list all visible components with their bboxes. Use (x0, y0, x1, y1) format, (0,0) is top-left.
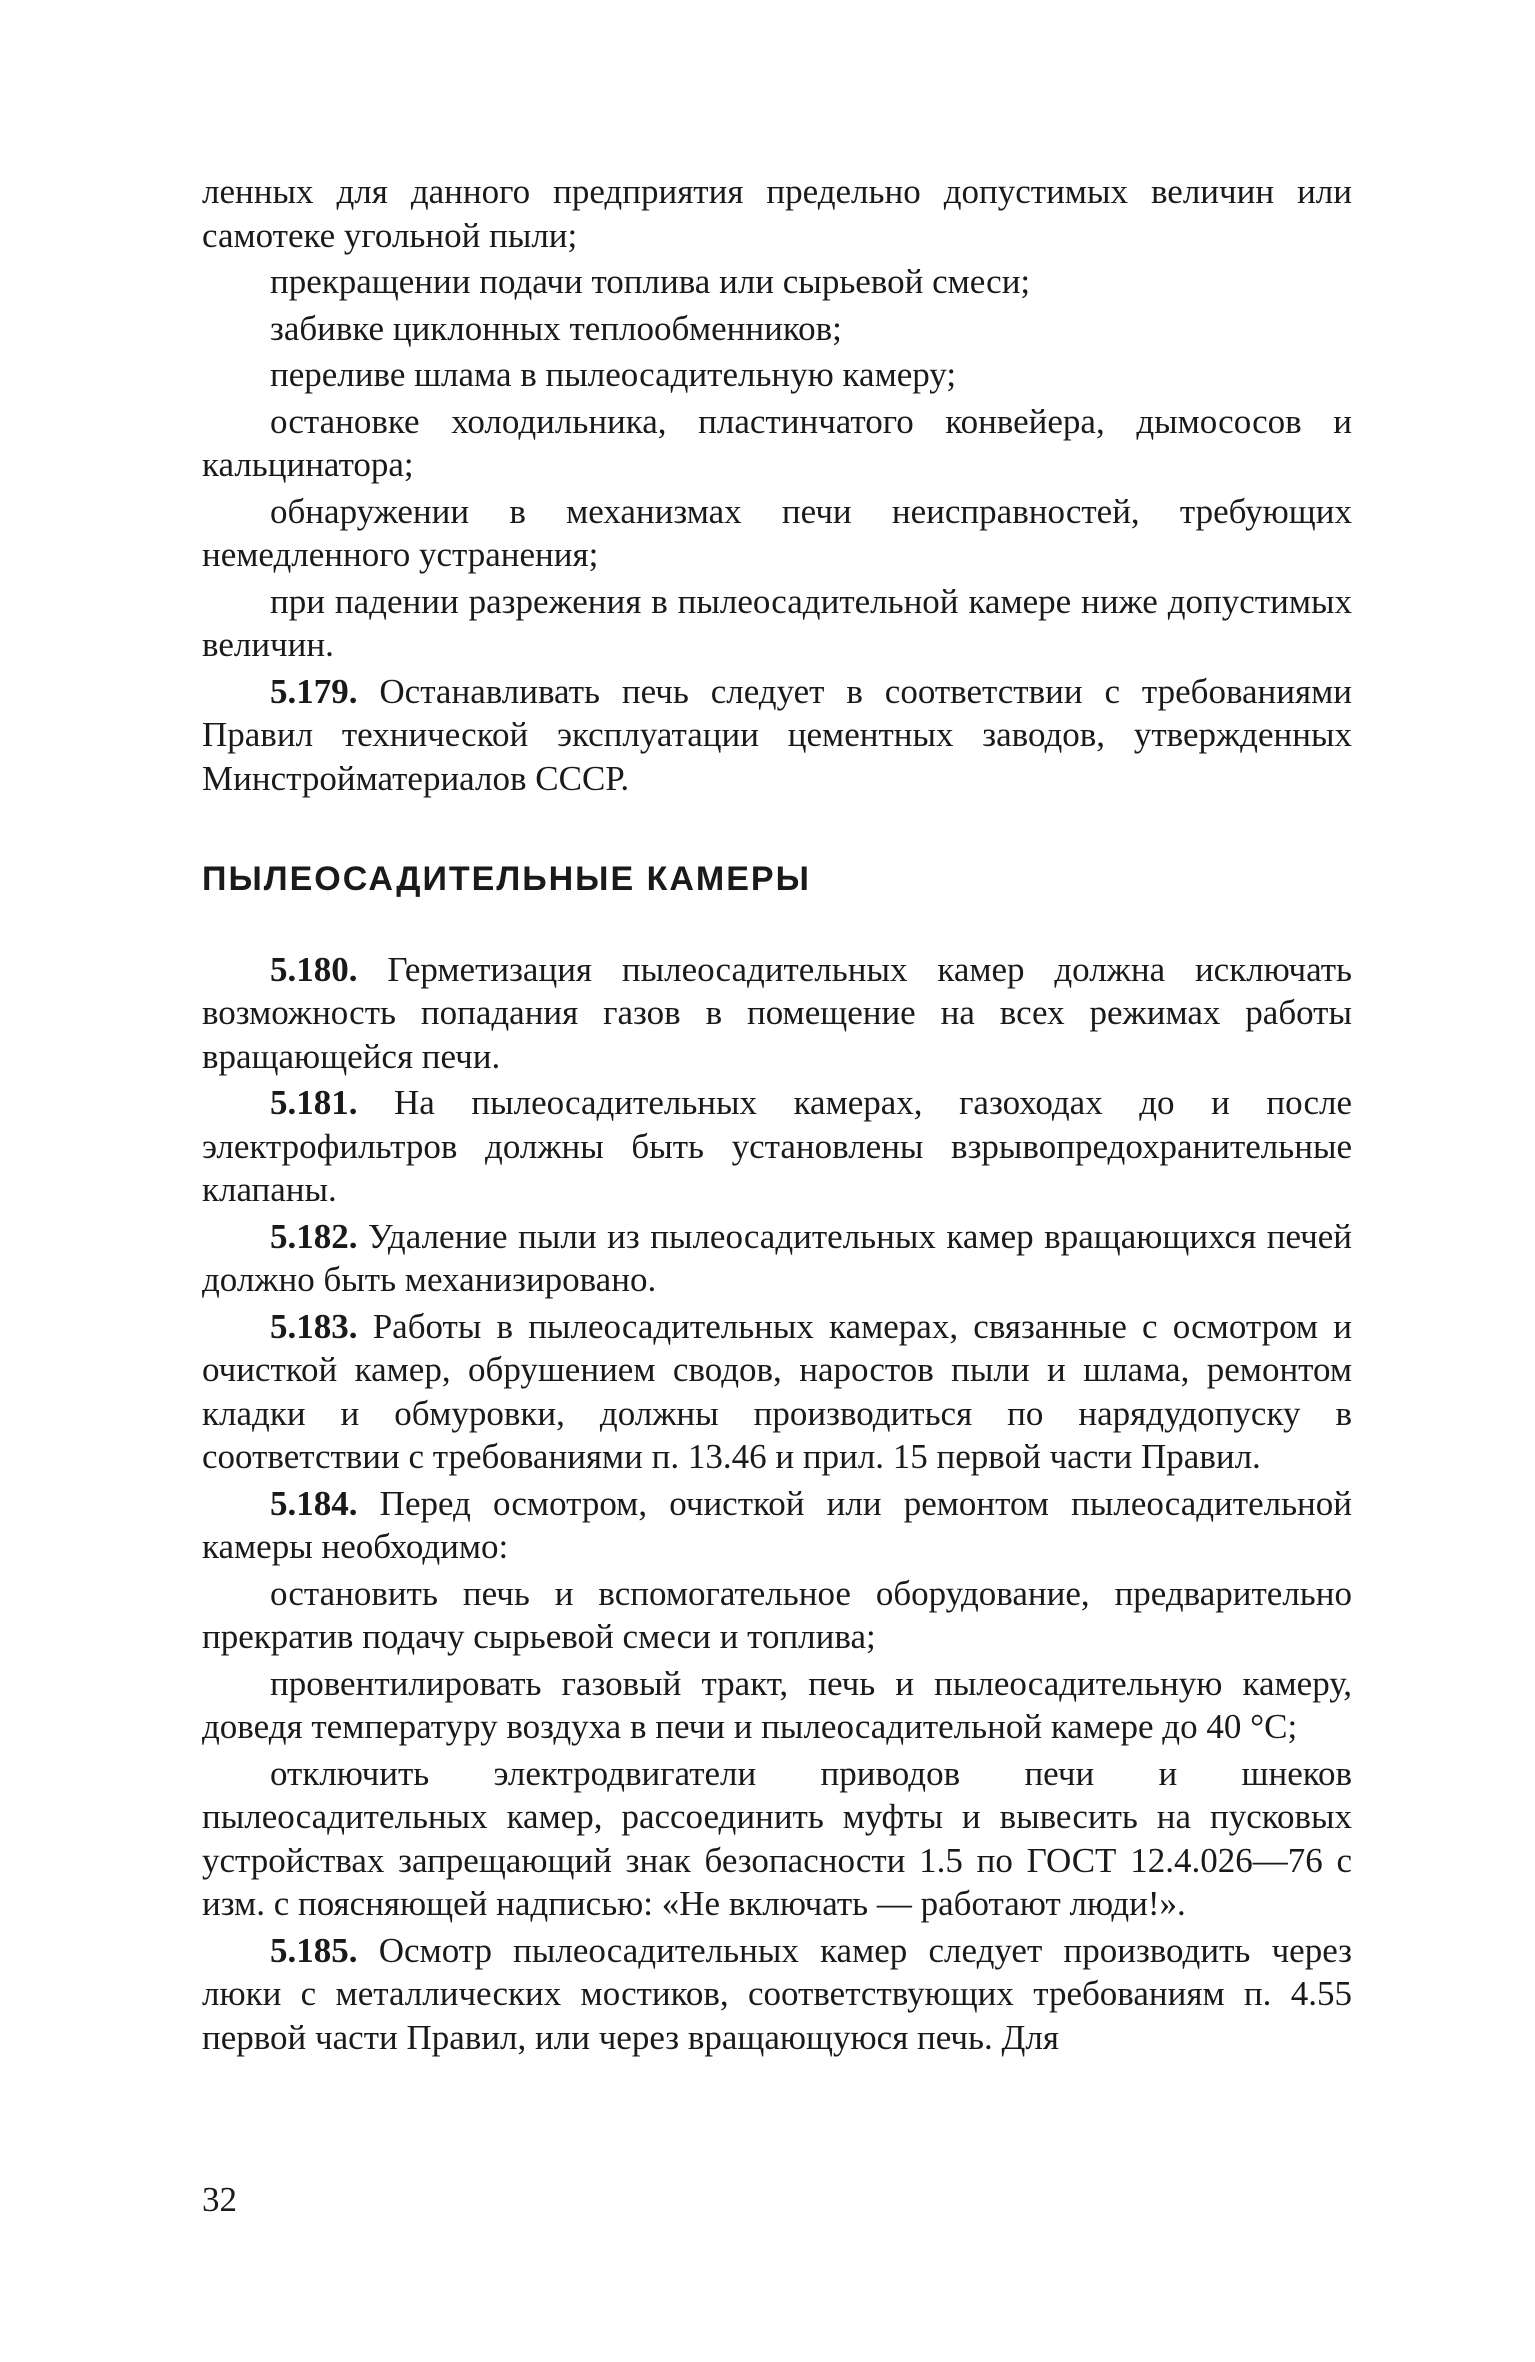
paragraph-5-183 (202, 1305, 1352, 1479)
continuation-paragraph: ленных для данного предприятия предельно допустимых величин или самотеке угольной пыли; (202, 172, 1352, 255)
clause-text: Останавливать печь следует в соответствии с требованиями Правил технической эксплуатации цементных заводов, утвержденных Минстройматериалов СССР. (202, 671, 1352, 798)
list-item: остановке холодильника, пластинчатого конвейера, дымососов и кальцинатора; (202, 401, 1352, 484)
paragraph-5-182 (202, 1215, 1352, 1302)
clause-number: 5.182. (270, 1216, 358, 1256)
list-item: переливе шлама в пылеосадительную камеру; (270, 355, 957, 394)
clause-text: Осмотр пылеосадительных камер следует производить через люки с металлических мостиков, соответствующих требованиям п. 4.55 первой части Правил, или через вращающуюся печь. Для (202, 1930, 1352, 2057)
clause-number: 5.183. (270, 1306, 358, 1346)
clause-text: Работы в пылеосадительных камерах, связанные с осмотром и очисткой камер, обрушением сводов, наростов пыли и шлама, ремонтом кладки и обмуровки, должны производиться по нарядудопуску в соответствии с требованиями п. 13.46 и прил. 15 первой части Правил. (202, 1306, 1352, 1476)
clause-number: 5.179. (270, 671, 358, 711)
clause-text: Удаление пыли из пылеосадительных камер вращающихся печей должно быть механизировано. (202, 1216, 1352, 1299)
list-item: прекращении подачи топлива или сырьевой смеси; (270, 262, 1031, 301)
page-number: 32 (202, 2180, 237, 2219)
list-item: обнаружении в механизмах печи неисправностей, требующих немедленного устранения; (202, 491, 1352, 574)
paragraph-5-185 (202, 1929, 1352, 2060)
clause-number: 5.184. (270, 1483, 358, 1523)
list-item: провентилировать газовый тракт, печь и пылеосадительную камеру, доведя температуру воздуха в печи и пылеосадительной камере до 40 °С; (202, 1663, 1352, 1746)
clause-text: На пылеосадительных камерах, газоходах до и после электрофильтров должны быть установлены взрывопредохранительные клапаны. (202, 1083, 1352, 1209)
clause-text: Герметизация пылеосадительных камер должна исключать возможность попадания газов в помещение на всех режимах работы вращающейся печи. (202, 949, 1352, 1076)
list-item: при падении разрежения в пылеосадительной камере ниже допустимых величин. (202, 581, 1352, 664)
paragraph-5-180 (202, 948, 1352, 1079)
clause-number: 5.185. (270, 1930, 358, 1970)
clause-number: 5.181. (270, 1083, 358, 1122)
section-heading: ПЫЛЕОСАДИТЕЛЬНЫЕ КАМЕРЫ (202, 860, 811, 898)
list-item: отключить электродвигатели приводов печи и шнеков пылеосадительных камер, рассоединить муфты и вывесить на пусковых устройствах запрещающий знак безопасности 1.5 по ГОСТ 12.4.026—76 с изм. с поясняющей надписью: «Не включать — работают люди!». (202, 1753, 1352, 1923)
clause-number: 5.180. (270, 949, 358, 989)
paragraph-5-179 (202, 670, 1352, 801)
list-item: остановить печь и вспомогательное оборудование, предварительно прекратив подачу сырьевой смеси и топлива; (202, 1573, 1352, 1656)
list-item: забивке циклонных теплообменников; (270, 308, 842, 348)
clause-text: Перед осмотром, очисткой или ремонтом пылеосадительной камеры необходимо: (202, 1483, 1352, 1566)
paragraph-5-181 (202, 1081, 1352, 1212)
body-text (202, 170, 1352, 2059)
paragraph-5-184 (202, 1482, 1352, 1569)
